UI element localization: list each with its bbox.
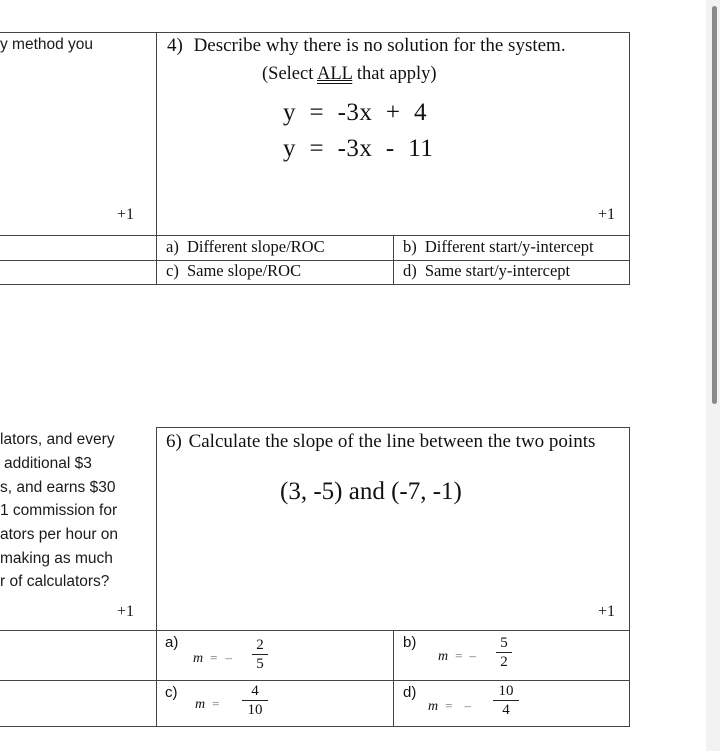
left-points: +1 bbox=[117, 206, 135, 223]
question-instruction: (Select ALL that apply) bbox=[262, 64, 437, 84]
left-problem-line-7: r of calculators? bbox=[0, 573, 110, 590]
left-problem-line-4: 1 commission for bbox=[0, 502, 118, 519]
table-divider-left bbox=[156, 32, 157, 285]
fraction: 4 10 bbox=[242, 683, 268, 718]
question-number: 4) bbox=[167, 35, 183, 56]
choices-column-divider bbox=[393, 235, 394, 284]
choice-d[interactable]: d) Same start/y-intercept bbox=[403, 261, 571, 280]
points-expression: (3, -5) and (-7, -1) bbox=[280, 478, 462, 505]
left-problem-line-2: additional $3 bbox=[4, 455, 92, 472]
left-problem-line-3: s, and earns $30 bbox=[0, 479, 116, 496]
fraction: 10 4 bbox=[493, 683, 519, 718]
scrollbar-thumb[interactable] bbox=[712, 6, 717, 404]
question-6-prompt bbox=[166, 431, 595, 453]
question-prompt: Calculate the slope of the line between the two points bbox=[188, 431, 596, 452]
choices-row-divider bbox=[0, 680, 630, 681]
equation-1: y = -3x + 4 bbox=[283, 99, 428, 126]
choice-b[interactable]: b) Different start/y-intercept bbox=[403, 237, 594, 256]
table-border-bottom bbox=[0, 726, 630, 727]
table-border-right bbox=[629, 32, 630, 285]
choice-a[interactable]: a) Different slope/ROC bbox=[166, 237, 325, 256]
left-problem-line-6: making as much bbox=[0, 550, 113, 567]
table-border-bottom bbox=[0, 284, 630, 285]
vertical-scrollbar[interactable] bbox=[706, 0, 720, 751]
left-problem-line-5: ators per hour on bbox=[0, 526, 119, 543]
table-divider-left bbox=[156, 427, 157, 727]
table-border-right bbox=[629, 427, 630, 727]
choice-c[interactable]: c) Same slope/ROC bbox=[166, 261, 302, 280]
table-border-top bbox=[0, 32, 630, 33]
left-points: +1 bbox=[117, 603, 135, 620]
fraction: 2 5 bbox=[252, 637, 268, 672]
choices-border-top bbox=[0, 630, 630, 631]
question-4-points: +1 bbox=[598, 206, 616, 223]
fraction: 5 2 bbox=[496, 635, 512, 670]
left-column-text: y method you bbox=[0, 36, 94, 53]
question-6-points: +1 bbox=[598, 603, 616, 620]
choices-border-top bbox=[0, 235, 630, 236]
question-prompt: Describe why there is no solution for the system. bbox=[193, 35, 566, 56]
left-problem-line-1: lators, and every bbox=[0, 431, 115, 448]
question-number: 6) bbox=[166, 431, 182, 452]
instruction-emphasis: ALL bbox=[316, 64, 353, 84]
choices-column-divider bbox=[393, 630, 394, 726]
question-4-prompt bbox=[167, 35, 566, 57]
table-border-top bbox=[156, 427, 630, 428]
equation-2: y = -3x - 11 bbox=[283, 135, 434, 162]
